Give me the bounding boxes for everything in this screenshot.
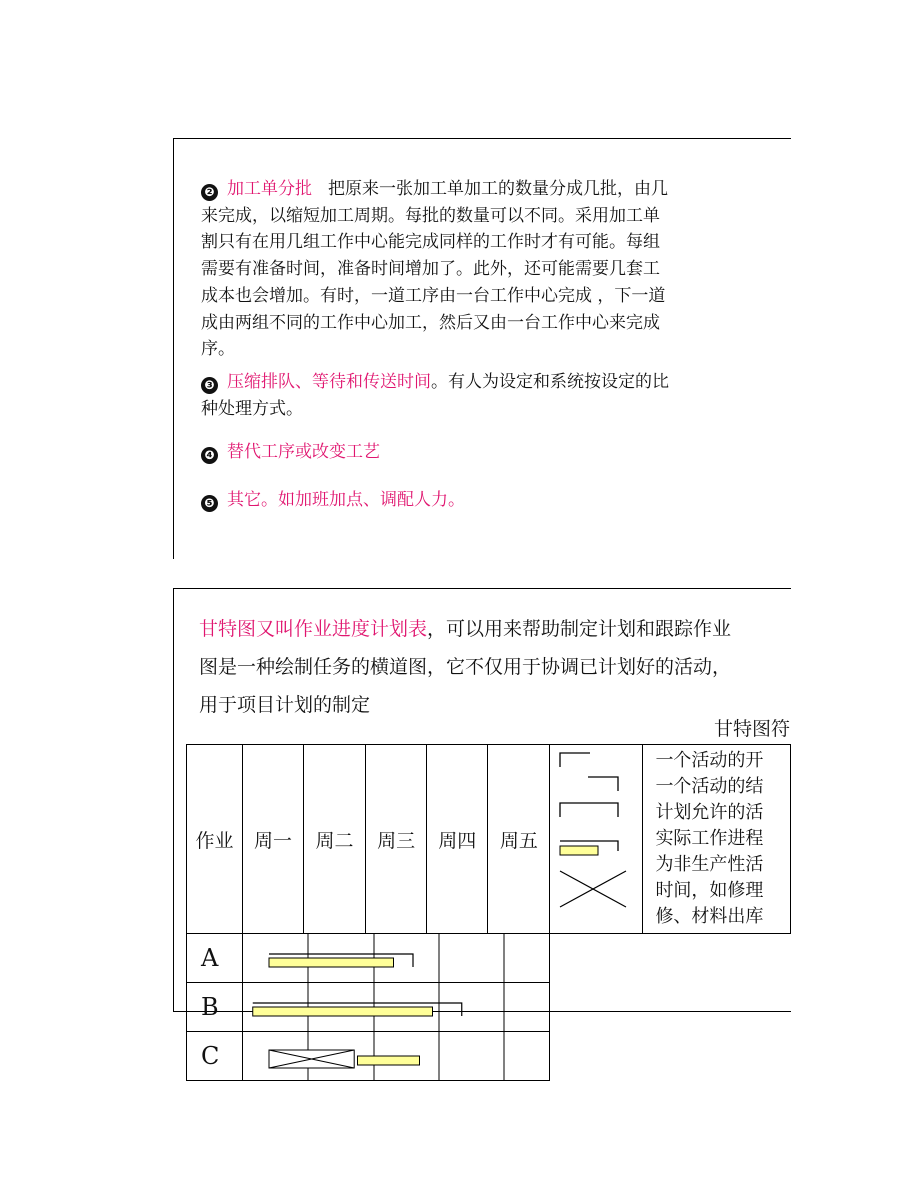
intro-line2: 图是一种绘制任务的横道图，它不仅用于协调已计划好的活动， xyxy=(199,656,732,678)
item2-title: 加工单分批 xyxy=(227,179,312,199)
legend-line-0: 一个活动的开 xyxy=(655,750,764,771)
legend-line-2: 计划允许的活 xyxy=(655,802,764,823)
gantt-bar-svg xyxy=(243,934,570,982)
item2-line-4: 成本也会增加。有时，一道工序由一台工作中心完成 ，下一道 xyxy=(201,285,666,306)
item2-line-0: 把原来一张加工单加工的数量分成几批，由几 xyxy=(328,179,668,199)
symbol-start-bracket xyxy=(560,753,590,767)
legend-line-3: 实际工作进程 xyxy=(655,828,764,849)
item2-line-2: 割只有在用几组工作中心能完成同样的工作时才有可能。每组 xyxy=(201,232,660,253)
gantt-row-c xyxy=(187,1032,791,1081)
figure-title: 甘特图符 xyxy=(714,718,791,740)
symbol-actual-bar xyxy=(560,846,598,855)
item2-line-3: 需要有准备时间，准备时间增加了。此外，还可能需要几套工 xyxy=(201,259,660,280)
intro-line3: 用于项目计划的制定 xyxy=(199,694,371,716)
row-label-b: B xyxy=(187,983,243,1032)
gantt-row-b xyxy=(187,983,791,1032)
item4-title: 替代工序或改变工艺 xyxy=(227,442,380,462)
item-compress-queue xyxy=(201,369,669,422)
legend-symbols xyxy=(550,745,643,934)
item3-line2: 种处理方式。 xyxy=(201,398,303,419)
header-thu: 周四 xyxy=(427,745,488,934)
item-others xyxy=(201,487,465,514)
item-alternate-process xyxy=(201,439,380,466)
legend-line-6: 修、材料出库 xyxy=(655,906,764,927)
symbol-planned-span xyxy=(560,803,618,817)
item2-line-6: 序。 xyxy=(201,339,235,360)
legend-text xyxy=(643,745,791,934)
item-batch-splitting xyxy=(201,176,668,363)
row-label-c: C xyxy=(187,1032,243,1081)
row-label-a: A xyxy=(187,934,243,983)
gantt-intro xyxy=(199,610,731,724)
bar-area-b xyxy=(242,983,550,1032)
bar-area-c xyxy=(242,1032,550,1081)
gantt-table xyxy=(186,744,791,1081)
item2-line-1: 来完成，以缩短加工周期。每批的数量可以不同。采用加工单 xyxy=(201,205,660,226)
intro-highlight: 甘特图又叫作业进度计划表 xyxy=(199,618,428,640)
legend-line-5: 时间，如修理 xyxy=(655,880,764,901)
header-job: 作业 xyxy=(187,745,243,934)
actual-progress-bar xyxy=(357,1056,419,1065)
bullet-4: ❹ xyxy=(201,447,218,464)
legend-line-4: 为非生产性活 xyxy=(655,854,764,875)
legend-line-1: 一个活动的结 xyxy=(655,776,764,797)
header-fri: 周五 xyxy=(488,745,550,934)
header-wed: 周三 xyxy=(366,745,427,934)
bar-area-a xyxy=(242,934,550,983)
item2-line-5: 成由两组不同的工作中心加工，然后又由一台工作中心来完成 xyxy=(201,312,660,333)
header-mon: 周一 xyxy=(242,745,303,934)
bullet-5: ❺ xyxy=(201,495,218,512)
item3-rest: 。有人为设定和系统按设定的比 xyxy=(431,372,669,392)
gantt-bar-svg xyxy=(243,983,570,1031)
item5-title: 其它。如加班加点、调配人力。 xyxy=(227,490,465,510)
bullet-3: ❸ xyxy=(201,377,218,394)
header-tue: 周二 xyxy=(304,745,366,934)
actual-progress-bar xyxy=(253,1007,433,1016)
gantt-row-a xyxy=(187,934,791,983)
gantt-bar-svg xyxy=(243,1032,570,1080)
intro-line1-rest: ，可以用来帮助制定计划和跟踪作业 xyxy=(427,618,732,640)
item3-title: 压缩排队、等待和传送时间 xyxy=(227,372,431,392)
symbol-end-bracket xyxy=(588,777,618,791)
legend-symbol-svg xyxy=(550,745,642,929)
slide-capacity-measures xyxy=(173,138,791,559)
item2-first-line xyxy=(201,176,668,203)
slide-gantt-chart xyxy=(173,588,791,1070)
actual-progress-bar xyxy=(269,958,394,967)
bullet-2: ❷ xyxy=(201,184,218,201)
